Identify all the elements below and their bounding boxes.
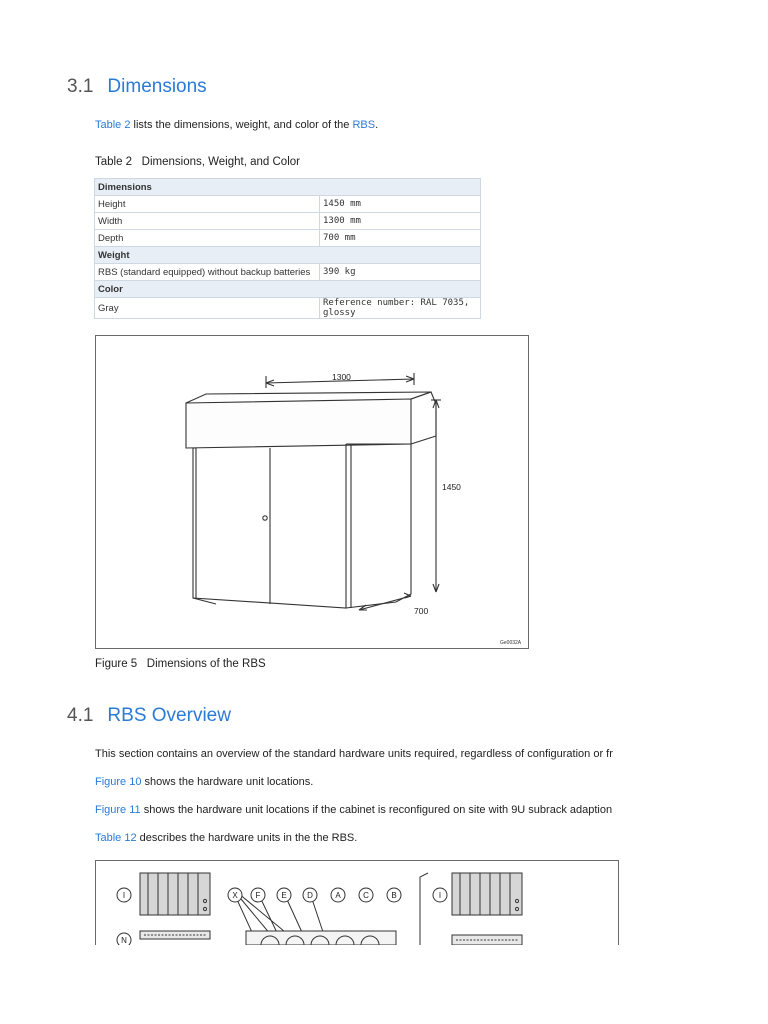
table-section-label: Weight — [95, 247, 481, 264]
figure-5-frame — [95, 335, 529, 649]
intro-text: lists the dimensions, weight, and color of the — [130, 119, 353, 131]
figure-5-caption: Figure 5 Dimensions of the RBS — [95, 658, 266, 670]
intro-end: . — [375, 119, 379, 131]
height-dimension-label: 1450 — [442, 482, 461, 492]
table-cell-label: Gray — [95, 298, 320, 319]
table-cell-value: 390 kg — [320, 264, 481, 281]
table-cell-label: Width — [95, 213, 320, 230]
callout-label: D — [307, 891, 313, 900]
figure-10-paragraph — [95, 776, 313, 788]
table-12-link[interactable]: Table 12 — [95, 832, 137, 844]
section-number: 4.1 — [67, 705, 94, 726]
table-row — [95, 230, 481, 247]
callout-label: N — [121, 936, 127, 945]
table-section-row — [95, 281, 481, 298]
depth-dimension-label: 700 — [414, 606, 429, 616]
table-cell-value: 1450 mm — [320, 196, 481, 213]
figure-10-frame — [95, 860, 619, 945]
figure-11-link[interactable]: Figure 11 — [95, 804, 141, 816]
callout-label: B — [391, 891, 397, 900]
table-caption: Table 2 Dimensions, Weight, and Color — [95, 156, 300, 168]
table-cell-value: Reference number: RAL 7035, glossy — [320, 298, 481, 319]
figure-11-paragraph — [95, 804, 667, 816]
callout-label: F — [255, 891, 261, 900]
table-cell-label: RBS (standard equipped) without backup batteries — [95, 264, 320, 281]
table-cell-value: 1300 mm — [320, 213, 481, 230]
table-12-paragraph — [95, 832, 357, 844]
table-row — [95, 213, 481, 230]
section-heading-dimensions — [67, 76, 207, 98]
table-row — [95, 196, 481, 213]
callout-label: I — [122, 891, 126, 900]
table-section-row — [95, 179, 481, 196]
table-cell-value: 700 mm — [320, 230, 481, 247]
table-row — [95, 264, 481, 281]
hardware-unit-drawing — [96, 861, 618, 945]
overview-paragraph: This section contains an overview of the standard hardware units required, regardless of configuration or fr — [95, 748, 613, 760]
table-row — [95, 298, 481, 319]
figure-10-text: shows the hardware unit locations. — [141, 776, 314, 788]
figure-code: Ge0032A — [500, 640, 522, 646]
callout-label: A — [335, 891, 341, 900]
rbs-link[interactable]: RBS — [352, 119, 376, 131]
intro-paragraph — [95, 119, 378, 131]
section-number: 3.1 — [67, 76, 94, 97]
callout-label: E — [281, 891, 287, 900]
table-cell-label: Height — [95, 196, 320, 213]
table-cell-label: Depth — [95, 230, 320, 247]
table-section-row — [95, 247, 481, 264]
callout-label: C — [363, 891, 369, 900]
table-section-label: Dimensions — [95, 179, 481, 196]
figure-11-text: shows the hardware unit locations if the cabinet is reconfigured on site with 9U subrack adaption — [140, 804, 613, 816]
dimensions-table — [94, 178, 481, 319]
section-title: Dimensions — [107, 76, 207, 97]
section-heading-rbs-overview — [67, 705, 231, 727]
table-2-link[interactable]: Table 2 — [95, 119, 131, 131]
callout-label: I — [438, 891, 442, 900]
table-12-text: describes the hardware units in the the RBS. — [136, 832, 358, 844]
table-section-label: Color — [95, 281, 481, 298]
rbs-cabinet-drawing — [96, 336, 528, 648]
section-title: RBS Overview — [107, 705, 231, 726]
width-dimension-label: 1300 — [332, 372, 351, 382]
callout-label: X — [232, 891, 238, 900]
figure-10-link[interactable]: Figure 10 — [95, 776, 142, 788]
